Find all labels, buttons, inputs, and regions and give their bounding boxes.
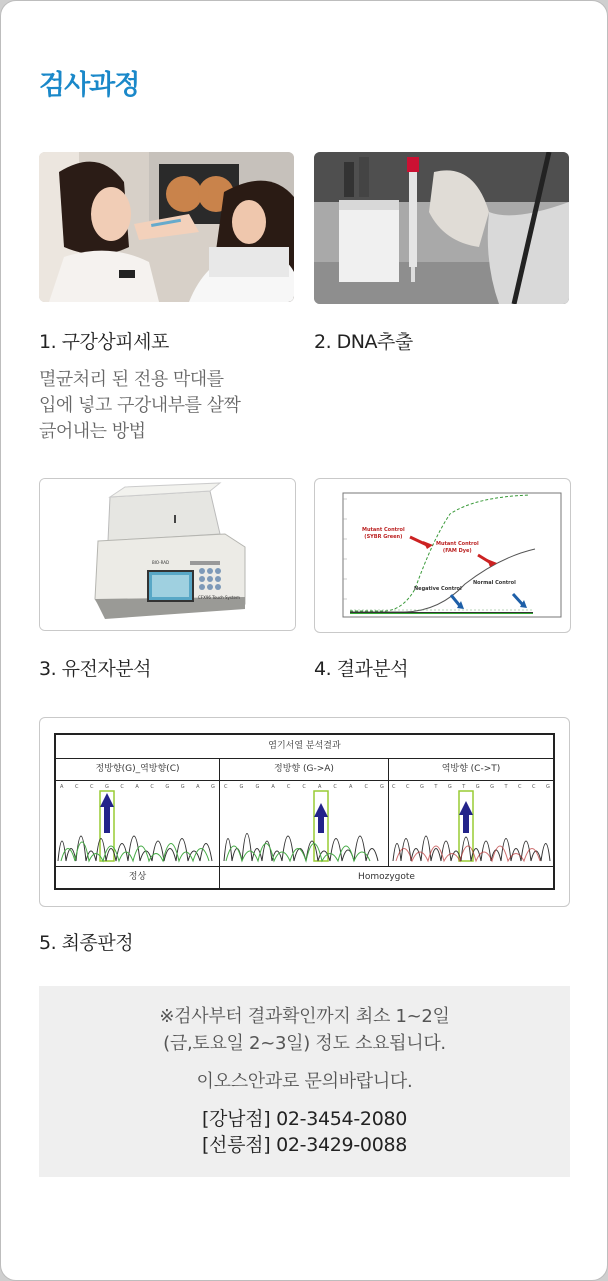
- sequencing-column-1: 정방향(G)_역방향(C): [56, 758, 220, 781]
- base-letter: G: [475, 784, 480, 790]
- base-letter: A: [317, 784, 322, 790]
- label-mutant-sybr: [362, 527, 405, 541]
- step-1-description-line: 긁어내는 방법: [39, 421, 146, 442]
- notice-box: [39, 986, 570, 1177]
- device-model: CFX96 Touch System: [198, 595, 240, 600]
- base-letter: C: [89, 784, 94, 790]
- label-mutant-fam: [436, 541, 479, 555]
- step-1-description-line: 입에 넣고 구강내부를 살짝: [39, 395, 241, 416]
- base-letter: A: [196, 784, 200, 790]
- base-letter: G: [490, 784, 495, 790]
- base-letter: C: [392, 784, 396, 790]
- base-letter: G: [379, 784, 384, 790]
- base-letter: A: [60, 784, 64, 790]
- amplification-graph: [314, 478, 571, 633]
- base-letter: G: [104, 784, 109, 790]
- base-letter: T: [434, 784, 438, 790]
- base-letter: G: [546, 784, 550, 790]
- base-letter: G: [419, 784, 424, 790]
- device-brand: BIO-RAD: [152, 560, 170, 565]
- base-letter: C: [224, 784, 228, 790]
- label-mutant-fam-line: Mutant Control: [436, 541, 479, 547]
- base-letter: C: [518, 784, 522, 790]
- chromatogram-area: [56, 781, 553, 867]
- oral-sampling-photo: [39, 152, 294, 302]
- notice-line-duration: ※검사부터 결과확인까지 최소 1~2일: [159, 1006, 450, 1027]
- sequencing-footer-normal: 정상: [56, 867, 220, 888]
- base-letter: T: [504, 784, 508, 790]
- label-mutant-sybr-line: Mutant Control: [362, 527, 405, 533]
- base-letter: C: [532, 784, 536, 790]
- sequencing-column-3: 역방향 (C->T): [389, 758, 553, 781]
- base-letter: G: [239, 784, 244, 790]
- base-letter: A: [271, 784, 275, 790]
- notice-line-contact: 이오스안과로 문의바랍니다.: [196, 1071, 413, 1092]
- label-negative-control: Negative Control: [414, 586, 462, 592]
- base-letter: C: [286, 784, 291, 790]
- chromatogram-traces: [56, 781, 553, 866]
- base-letter: G: [447, 784, 452, 790]
- sequencing-table: [54, 733, 555, 890]
- step-5-label: 5. 최종판정: [39, 932, 134, 954]
- base-letter: G: [211, 784, 215, 790]
- base-letter: C: [150, 784, 154, 790]
- gangnam-branch-phone[interactable]: [강남점] 02-3454-2080: [201, 1108, 408, 1130]
- base-letter: C: [364, 784, 368, 790]
- base-letter: A: [348, 784, 353, 790]
- base-letter: C: [120, 784, 124, 790]
- label-mutant-sybr-line: (SYBR Green): [364, 534, 403, 540]
- base-letter: C: [74, 784, 79, 790]
- sequencing-column-2: 정방향 (G->A): [220, 758, 389, 781]
- base-letter: G: [180, 784, 185, 790]
- label-normal-control: Normal Control: [473, 580, 516, 586]
- base-letter: C: [302, 784, 306, 790]
- sequencing-result-image: [39, 717, 570, 907]
- seolleung-branch-phone[interactable]: [선릉점] 02-3429-0088: [201, 1134, 408, 1156]
- dna-extraction-photo: [314, 152, 569, 304]
- notice-line-weekend: (금,토요일 2~3일) 정도 소요됩니다.: [163, 1033, 446, 1054]
- sequencing-footer-homozygote: Homozygote: [358, 872, 415, 882]
- step-4-label: 4. 결과분석: [314, 658, 409, 680]
- step-1-label: 1. 구강상피세포: [39, 331, 169, 353]
- base-letter: A: [135, 784, 139, 790]
- sequencing-header: 염기서열 분석결과: [56, 735, 553, 759]
- base-letter: G: [255, 784, 260, 790]
- label-mutant-fam-line: (FAM Dye): [442, 548, 472, 554]
- step-2-label: 2. DNA추출: [314, 331, 413, 353]
- step-3-label: 3. 유전자분석: [39, 658, 151, 680]
- base-letter: C: [405, 784, 410, 790]
- pcr-device-image: [39, 478, 296, 631]
- base-letter: G: [165, 784, 170, 790]
- step-1-description-line: 멸균처리 된 전용 막대를: [39, 369, 224, 390]
- base-letter: C: [333, 784, 337, 790]
- page-title: 검사과정: [39, 70, 140, 101]
- base-letter: T: [462, 784, 466, 790]
- step-1-description: [39, 367, 240, 445]
